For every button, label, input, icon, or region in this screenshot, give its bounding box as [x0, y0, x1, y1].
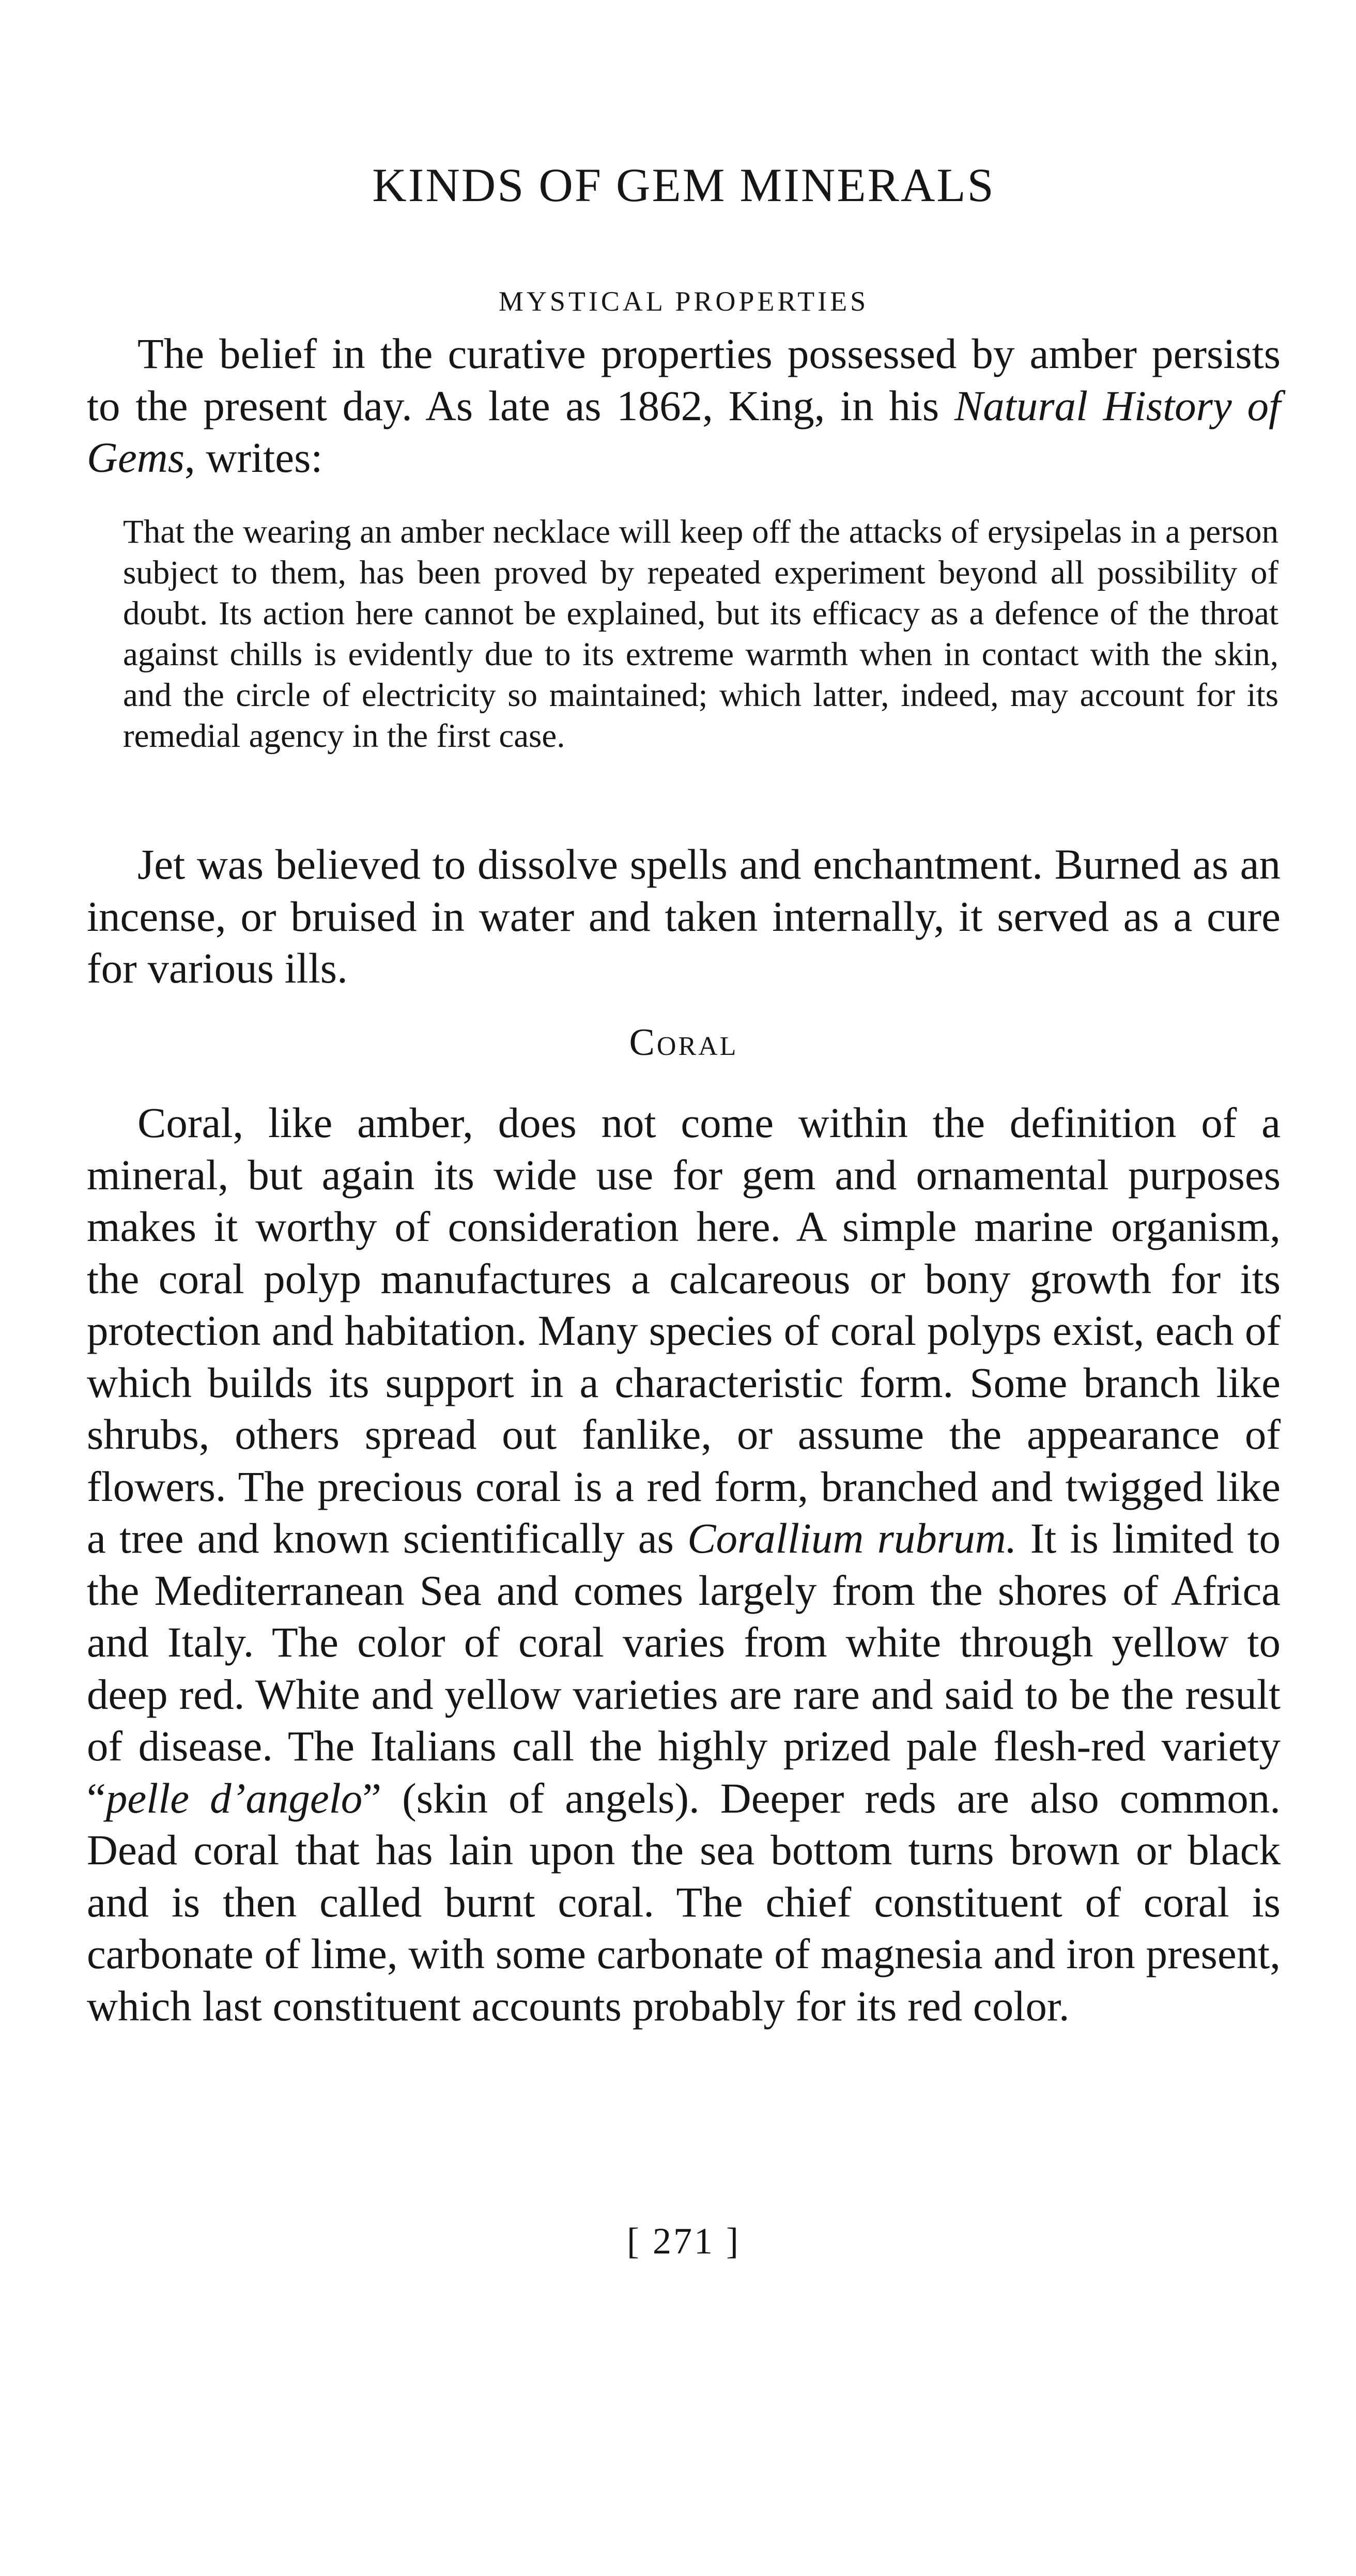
p1-text-a: The belief in the curative properties possessed by amber persists to the present day. As late as 1862, King, in his: [87, 330, 1281, 430]
book-page: [87, 0, 1281, 2576]
italian-term-italic: pelle d’angelo: [105, 1774, 363, 1822]
scientific-name-italic: Corallium rubrum.: [687, 1514, 1017, 1562]
p1-text-b: , writes:: [184, 434, 323, 481]
p3-text-a: Coral, like amber, does not come within the definition of a mineral, but again its wide use for gem and ornamental purposes makes it worthy of consideration here. A simple marine organism, the coral polyp manufactures a calcareous or bony growth for its protection and habitation. Many species of coral polyps exist, each of which builds its support in a characteristic form. Some branch like shrubs, others spread out fanlike, or assume the appearance of flowers. The precious coral is a red form, branched and twigged like a tree and known scientifically as: [87, 1099, 1281, 1562]
paragraph-coral: [87, 1097, 1281, 2032]
coral-heading-text: Coral: [629, 1021, 738, 1064]
running-head: KINDS OF GEM MINERALS: [372, 159, 995, 211]
book-title-italic: Natural History of Gems: [87, 381, 1281, 481]
coral-heading: [87, 1023, 1281, 1062]
p2-text: Jet was believed to dissolve spells and enchantment. Burned as an incense, or bruised in water and taken internally, it served as a cure for various ills.: [87, 840, 1281, 992]
p3-text-c: ” (skin of angels). Deeper reds are also common. Dead coral that has lain upon the sea bottom turns brown or black and is then called burnt coral. The chief constituent of coral is carbonate of lime, with some carbonate of magnesia and iron present, which last constituent accounts probably for its red color.: [87, 1774, 1281, 2030]
paragraph-jet: [87, 838, 1281, 994]
block-quote-king: [123, 512, 1278, 757]
quote-text: That the wearing an amber necklace will keep off the attacks of erysipelas in a person subject to them, has been proved by repeated experiment beyond all possibility of doubt. Its action here cannot be explained, but its efficacy as a defence of the throat against chills is evidently due to its extreme warmth when in contact with the skin, and the circle of electricity so maintained; which latter, indeed, may account for its remedial agency in the first case.: [123, 513, 1278, 755]
paragraph-amber-belief: [87, 328, 1281, 484]
page-number: [ 271 ]: [627, 2220, 741, 2262]
p3-text-b: It is limited to the Mediterranean Sea and comes largely from the shores of Africa and Italy. The color of coral varies from white through yellow to deep red. White and yellow varieties are rare and said to be the result of disease. The Italians call the highly prized pale flesh-red variety “: [87, 1514, 1281, 1822]
section-title: MYSTICAL PROPERTIES: [498, 286, 869, 317]
